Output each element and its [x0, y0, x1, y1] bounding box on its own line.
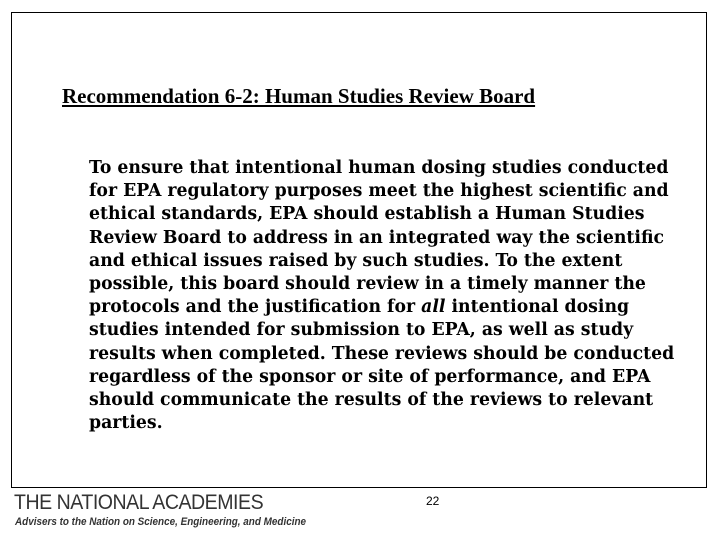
- page-number: 22: [426, 494, 440, 508]
- body-text-part-1: To ensure that intentional human dosing studies conducted for EPA regulatory purposes meet the highest scientific and ethical standards, EPA should establish a Human Studies Review Board to address in an integrated way the scientific and ethical issues raised by such studies. To the extent possible, this board should review in a timely manner the protocols and the justification for: [89, 158, 669, 318]
- national-academies-logo: [14, 491, 307, 531]
- body-emphasis: all: [421, 297, 446, 318]
- logo-tagline: Advisers to the Nation on Science, Engineering, and Medicine: [15, 516, 307, 528]
- body-text-part-2: intentional dosing studies intended for submission to EPA, as well as study results when completed. These reviews should be conducted regardless of the sponsor or site of performance, and EPA should communicate the results of the reviews to relevant parties.: [89, 297, 675, 434]
- logo-title: THE NATIONAL ACADEMIES: [14, 491, 264, 514]
- recommendation-body: [89, 157, 689, 435]
- slide-title: Recommendation 6-2: Human Studies Review Board: [62, 84, 536, 108]
